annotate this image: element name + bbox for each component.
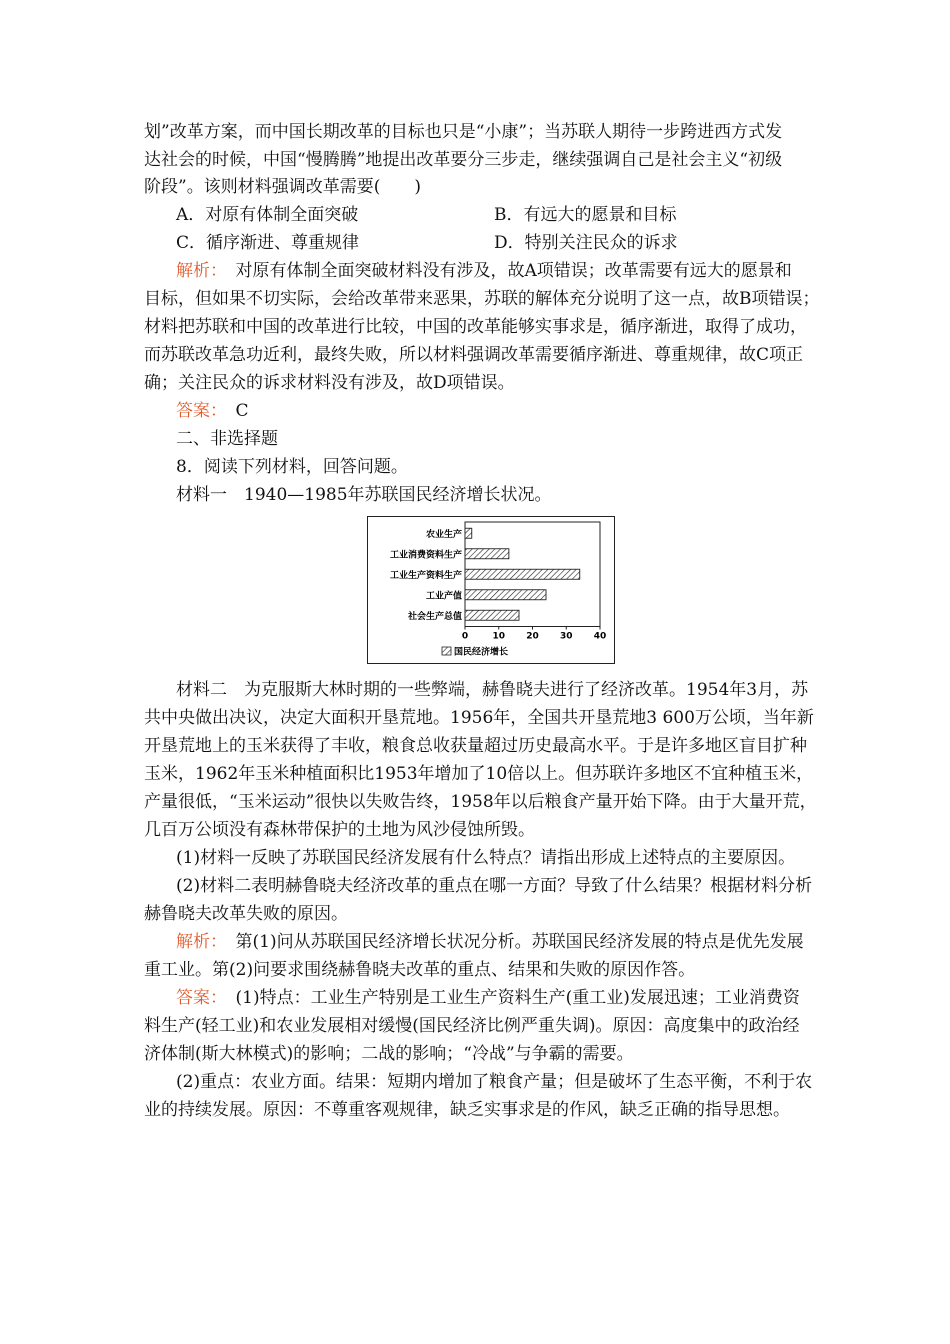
q7-analysis-first-line	[176, 260, 792, 282]
q7-stem-line: 阶段”。该则材料强调改革需要( )	[144, 177, 421, 197]
x-tick-label: 30	[559, 631, 573, 642]
x-tick-label: 0	[461, 631, 469, 642]
bar	[465, 528, 472, 538]
q7-option-a: A．对原有体制全面突破	[176, 205, 359, 225]
q8-answer-first-line	[176, 987, 800, 1009]
category-label: 工业产值	[425, 591, 462, 602]
category-label: 社会生产总值	[407, 611, 462, 622]
q7-analysis-line: 而苏联改革急功近利，最终失败，所以材料强调改革需要循序渐进、尊重规律，故C项正	[144, 345, 804, 365]
q7-option-c: C．循序渐进、尊重规律	[176, 233, 360, 253]
q8-analysis-line: 重工业。第(2)问要求围绕赫鲁晓夫改革的重点、结果和失败的原因作答。	[144, 960, 696, 980]
q7-answer-line	[176, 400, 249, 422]
q7-analysis-text: 对原有体制全面突破材料没有涉及，故A项错误；改革需要有远大的愿景和	[218, 261, 792, 281]
q7-analysis-line: 目标，但如果不切实际，会给改革带来恶果，苏联的解体充分说明了这一点，故B项错误；	[144, 289, 820, 309]
q7-stem-line: 达社会的时候，中国“慢腾腾”地提出改革要分三步走，继续强调自己是社会主义“初级	[144, 150, 783, 170]
q8-analysis-first-line	[176, 931, 804, 953]
chart-legend	[442, 646, 508, 658]
q8-material2-line: 几百万公顷没有森林带保护的土地为风沙侵蚀所毁。	[144, 820, 535, 840]
q8-material2-line: 玉米，1962年玉米种植面积比1953年增加了10倍以上。但苏联许多地区不宜种植玉米，	[144, 764, 814, 784]
q8-material2-line: 产量很低，“玉米运动”很快以失败告终，1958年以后粮食产量开始下降。由于大量开荒，	[144, 792, 817, 812]
q8-sub-question-1: (1)材料一反映了苏联国民经济发展有什么特点？请指出形成上述特点的主要原因。	[176, 848, 796, 868]
q8-material2-line: 共中央做出决议，决定大面积开垦荒地。1956年，全国共开垦荒地3 600万公顷，当年新	[144, 708, 814, 728]
q8-answer2-line: 业的持续发展。原因：不尊重客观规律，缺乏实事求是的作风，缺乏正确的指导思想。	[144, 1100, 790, 1120]
analysis-label: 解析：	[176, 932, 219, 952]
category-label: 工业消费资料生产	[389, 550, 462, 561]
q8-stem: 8．阅读下列材料，回答问题。	[176, 457, 408, 477]
legend-label: 国民经济增长	[454, 647, 509, 658]
x-tick-label: 10	[492, 631, 506, 642]
q7-stem-line: 划”改革方案，而中国长期改革的目标也只是“小康”；当苏联人期待一步跨进西方式发	[144, 122, 783, 142]
x-tick-label: 20	[526, 631, 539, 642]
growth-chart-svg	[368, 517, 613, 662]
q7-analysis-line: 确；关注民众的诉求材料没有涉及，故D项错误。	[144, 373, 515, 393]
bar	[465, 590, 546, 600]
q7-answer-value: C	[218, 401, 249, 421]
growth-chart	[367, 516, 615, 664]
q7-analysis-line: 材料把苏联和中国的改革进行比较，中国的改革能够实事求是，循序渐进，取得了成功，	[144, 317, 807, 337]
q7-option-b: B．有远大的愿景和目标	[494, 205, 677, 225]
bar	[465, 549, 509, 559]
category-label: 农业生产	[425, 529, 462, 540]
q8-material1: 材料一 1940—1985年苏联国民经济增长状况。	[176, 485, 552, 505]
q8-sub-question-2-cont: 赫鲁晓夫改革失败的原因。	[144, 904, 348, 924]
q8-material2-line: 材料二 为克服斯大林时期的一些弊端，赫鲁晓夫进行了经济改革。1954年3月，苏	[176, 680, 809, 700]
q8-answer-line: 料生产(轻工业)和农业发展相对缓慢(国民经济比例严重失调)。原因：高度集中的政治经	[144, 1016, 800, 1036]
bar	[465, 610, 519, 620]
x-tick-label: 40	[593, 631, 607, 642]
q8-answer-text: (1)特点：工业生产特别是工业生产资料生产(重工业)发展迅速；工业消费资	[218, 988, 800, 1008]
q8-sub-question-2: (2)材料二表明赫鲁晓夫经济改革的重点在哪一方面？导致了什么结果？根据材料分析	[176, 876, 813, 896]
answer-label: 答案：	[176, 401, 219, 421]
q8-answer2-line: (2)重点：农业方面。结果：短期内增加了粮食产量；但是破坏了生态平衡，不利于农	[176, 1072, 813, 1092]
answer-label: 答案：	[176, 988, 219, 1008]
q8-material2-line: 开垦荒地上的玉米获得了丰收，粮食总收获量超过历史最高水平。于是许多地区盲目扩种	[144, 736, 807, 756]
q8-answer-line: 济体制(斯大林模式)的影响；二战的影响；“冷战”与争霸的需要。	[144, 1044, 634, 1064]
category-label: 工业生产资料生产	[389, 570, 462, 581]
bar	[465, 569, 580, 579]
section-title: 二、非选择题	[176, 429, 278, 449]
q7-option-d: D．特别关注民众的诉求	[494, 233, 678, 253]
q8-analysis-text: 第(1)问从苏联国民经济增长状况分析。苏联国民经济发展的特点是优先发展	[218, 932, 804, 952]
legend-swatch	[442, 647, 451, 655]
analysis-label: 解析：	[176, 261, 219, 281]
